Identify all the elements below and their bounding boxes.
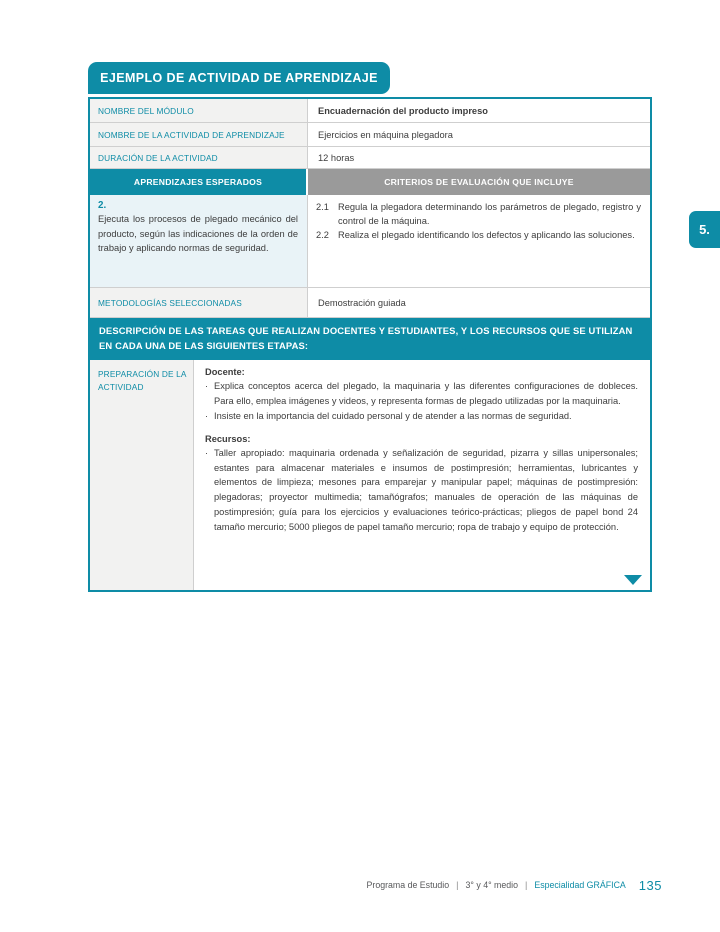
footer-separator: | <box>456 880 459 890</box>
docente-heading: Docente: <box>205 367 245 377</box>
criterion-number: 2.2 <box>316 229 329 240</box>
expected-learning-header: APRENDIZAJES ESPERADOS <box>90 169 308 195</box>
duration-label: DURACIÓN DE LA ACTIVIDAD <box>90 147 308 168</box>
criterion-item <box>316 201 641 229</box>
footer-separator: | <box>525 880 528 890</box>
docente-bullet-text: Insiste en la importancia del cuidado personal y de atender a las normas de seguridad. <box>214 410 572 421</box>
bullet-icon: · <box>205 381 209 391</box>
tasks-description-header: DESCRIPCIÓN DE LAS TAREAS QUE REALIZAN DOCENTES Y ESTUDIANTES, Y LOS RECURSOS QUE SE UTILIZAN EN CADA UNA DE LAS SIGUIENTES ETAPAS: <box>90 318 650 360</box>
methodologies-value: Demostración guiada <box>318 297 406 308</box>
criterion-text: Regula la plegadora determinando los parámetros de plegado, registro y control de la máquina. <box>338 202 641 226</box>
table-row-methodologies <box>90 288 650 318</box>
footer-program: Programa de Estudio <box>366 880 450 890</box>
activity-name-value: Ejercicios en máquina plegadora <box>318 129 453 140</box>
preparation-stage-row <box>90 360 650 590</box>
docente-bullet-text: Explica conceptos acerca del plegado, la maquinaria y las diferentes configuraciones de dobleces. Para ello, emplea imágenes y videos, y representa formas de plegado utilizadas por la maquinaria. <box>214 381 638 406</box>
table-row-activity-name <box>90 123 650 147</box>
page-number: 135 <box>638 877 662 893</box>
table-row-duration <box>90 147 650 169</box>
title-tab <box>88 62 390 94</box>
docente-bullet-item <box>205 379 638 409</box>
module-name-value: Encuadernación del producto impreso <box>318 105 488 116</box>
criteria-cell <box>308 195 650 287</box>
chapter-number: 5. <box>699 222 710 237</box>
methodologies-label: METODOLOGÍAS SELECCIONADAS <box>90 288 308 317</box>
module-name-label: NOMBRE DEL MÓDULO <box>90 99 308 122</box>
table-row-module-name <box>90 99 650 123</box>
bullet-icon: · <box>205 447 209 458</box>
evaluation-criteria-header: CRITERIOS DE EVALUACIÓN QUE INCLUYE <box>308 169 650 195</box>
page-footer <box>367 876 662 894</box>
table-column-headers <box>90 169 650 195</box>
footer-grade: 3° y 4° medio <box>465 880 519 890</box>
criterion-number: 2.1 <box>316 202 329 212</box>
criterion-text: Realiza el plegado identificando los defectos y aplicando las soluciones. <box>338 229 635 240</box>
preparation-stage-content <box>194 360 650 590</box>
learning-outcome-text: Ejecuta los procesos de plegado mecánico del producto, según las indicaciones de la orden de trabajo y aplicando normas de seguridad. <box>98 214 298 254</box>
recursos-heading: Recursos: <box>205 433 251 444</box>
bullet-icon: · <box>205 410 209 421</box>
chapter-side-tab <box>689 211 720 248</box>
footer-specialty: Especialidad GRÁFICA <box>534 880 626 890</box>
activity-name-label: NOMBRE DE LA ACTIVIDAD DE APRENDIZAJE <box>90 123 308 146</box>
learning-criteria-row <box>90 195 650 288</box>
recursos-bullet-item <box>205 446 638 535</box>
learning-outcome-number: 2. <box>98 200 107 211</box>
continuation-arrow-icon <box>624 575 642 585</box>
activity-table <box>88 97 652 592</box>
recursos-bullet-text: Taller apropiado: maquinaria ordenada y señalización de seguridad, pizarra y sillas unipersonales; estantes para almacenar materiales e insumos de postimpresión; herramientas, lubricantes y elementos de limpieza; mesones para emparejar y manipular papel; máquinas de postimpresión: plegadoras; proyector multimedia; tamañógrafos; manuales de operación de las máquinas de postimpresión; guía para los ejercicios y evaluaciones teórico-prácticas; pliegos de papel bond 24 tamaño mercurio; 5000 pliegos de papel tamaño mercurio; ropa de trabajo y equipo de protección. <box>214 447 638 532</box>
spacer <box>205 424 638 434</box>
page-title: EJEMPLO DE ACTIVIDAD DE APRENDIZAJE <box>100 71 378 85</box>
learning-outcome-cell <box>90 195 308 287</box>
docente-bullet-item <box>205 409 638 424</box>
preparation-stage-label: PREPARACIÓN DE LA ACTIVIDAD <box>90 360 194 590</box>
criterion-item <box>316 229 641 243</box>
duration-value: 12 horas <box>318 152 355 163</box>
